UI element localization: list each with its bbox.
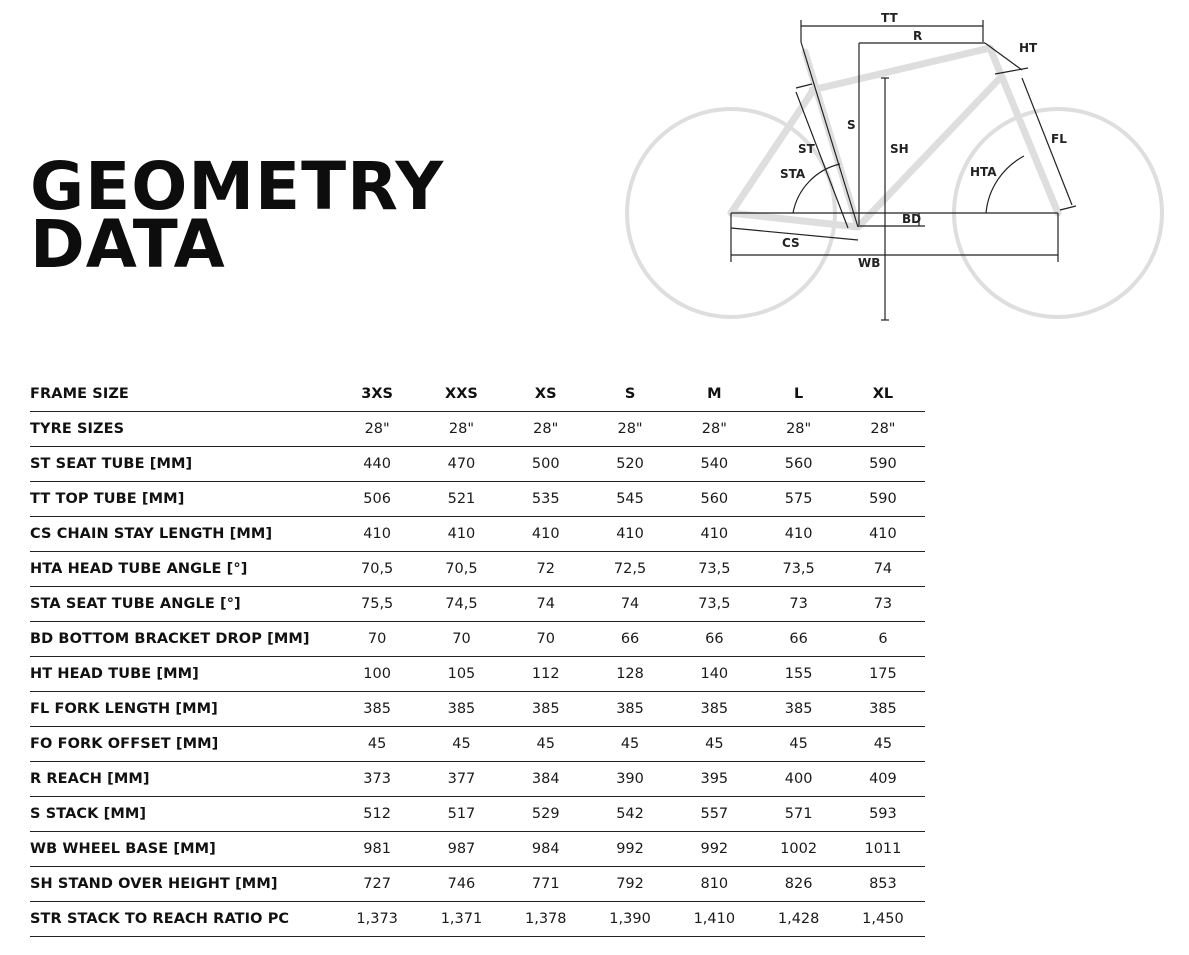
label-r: R [913,29,923,43]
table-cell: 981 [335,832,419,867]
label-s: S [847,118,856,132]
table-cell: 72,5 [588,552,672,587]
table-cell: 992 [588,832,672,867]
table-cell: 112 [504,657,588,692]
table-cell: 410 [419,517,503,552]
row-label: SH STAND OVER HEIGHT [MM] [30,867,335,902]
table-cell: 385 [335,692,419,727]
table-row [30,762,925,797]
table-row [30,832,925,867]
row-label: WB WHEEL BASE [MM] [30,832,335,867]
table-cell: 746 [419,867,503,902]
table-cell: 470 [419,447,503,482]
table-header-row [30,377,925,412]
table-cell: 590 [841,482,925,517]
table-cell: 45 [419,727,503,762]
table-cell: 66 [672,622,756,657]
table-cell: 73,5 [756,552,840,587]
table-cell: 1,450 [841,902,925,937]
row-label: ST SEAT TUBE [MM] [30,447,335,482]
table-cell: 535 [504,482,588,517]
table-cell: 28" [841,412,925,447]
table-cell: 506 [335,482,419,517]
table-row [30,657,925,692]
table-cell: 571 [756,797,840,832]
table-cell: 155 [756,657,840,692]
diagram-labels [780,11,1067,270]
table-cell: 74 [504,587,588,622]
table-cell: 66 [756,622,840,657]
table-cell: 545 [588,482,672,517]
table-cell: 73 [756,587,840,622]
label-hta: HTA [970,165,997,179]
table-cell: 390 [588,762,672,797]
table-cell: 140 [672,657,756,692]
table-cell: 72 [504,552,588,587]
table-cell: 395 [672,762,756,797]
table-cell: 1,390 [588,902,672,937]
table-cell: 517 [419,797,503,832]
table-cell: 45 [335,727,419,762]
table-cell: 1,428 [756,902,840,937]
table-cell: 70 [419,622,503,657]
table-cell: 410 [335,517,419,552]
page-title [30,148,445,283]
table-row [30,517,925,552]
table-cell: 1011 [841,832,925,867]
row-label: FO FORK OFFSET [MM] [30,727,335,762]
table-cell: 74 [841,552,925,587]
row-label: BD BOTTOM BRACKET DROP [MM] [30,622,335,657]
header-size: XL [841,377,925,412]
table-row [30,727,925,762]
table-cell: 1002 [756,832,840,867]
table-cell: 100 [335,657,419,692]
row-label: FL FORK LENGTH [MM] [30,692,335,727]
table-cell: 45 [588,727,672,762]
table-cell: 410 [841,517,925,552]
row-label: TT TOP TUBE [MM] [30,482,335,517]
table-cell: 384 [504,762,588,797]
table-cell: 771 [504,867,588,902]
label-st: ST [798,142,815,156]
table-cell: 992 [672,832,756,867]
label-sh: SH [890,142,909,156]
table-cell: 1,378 [504,902,588,937]
table-cell: 727 [335,867,419,902]
header-size: M [672,377,756,412]
row-label: HTA HEAD TUBE ANGLE [°] [30,552,335,587]
table-cell: 512 [335,797,419,832]
table-row [30,797,925,832]
table-row [30,692,925,727]
table-cell: 1,373 [335,902,419,937]
header-size: XXS [419,377,503,412]
table-cell: 70 [504,622,588,657]
table-cell: 1,371 [419,902,503,937]
table-cell: 500 [504,447,588,482]
table-row [30,902,925,937]
table-cell: 575 [756,482,840,517]
table-row [30,482,925,517]
table-cell: 70 [335,622,419,657]
table-cell: 28" [756,412,840,447]
table-row [30,552,925,587]
table-cell: 28" [672,412,756,447]
table-cell: 853 [841,867,925,902]
header-size: XS [504,377,588,412]
table-cell: 410 [588,517,672,552]
bike-geometry-diagram [620,0,1189,330]
table-cell: 73,5 [672,587,756,622]
table-cell: 540 [672,447,756,482]
row-label: HT HEAD TUBE [MM] [30,657,335,692]
table-cell: 28" [504,412,588,447]
table-cell: 810 [672,867,756,902]
table-cell: 6 [841,622,925,657]
title-line-1: GEOMETRY [30,148,445,225]
table-cell: 984 [504,832,588,867]
table-cell: 792 [588,867,672,902]
table-row [30,447,925,482]
table-cell: 128 [588,657,672,692]
label-tt: TT [881,11,898,25]
table-cell: 410 [672,517,756,552]
table-row [30,867,925,902]
label-bd: BD [902,212,922,226]
row-label: S STACK [MM] [30,797,335,832]
geometry-table [30,377,925,937]
header-size: S [588,377,672,412]
table-cell: 45 [672,727,756,762]
table-cell: 440 [335,447,419,482]
table-cell: 400 [756,762,840,797]
table-cell: 105 [419,657,503,692]
table-cell: 385 [841,692,925,727]
row-label: TYRE SIZES [30,412,335,447]
table-cell: 28" [419,412,503,447]
table-cell: 74 [588,587,672,622]
table-cell: 542 [588,797,672,832]
row-label: STA SEAT TUBE ANGLE [°] [30,587,335,622]
title-line-2: DATA [30,206,226,283]
table-cell: 529 [504,797,588,832]
row-label: CS CHAIN STAY LENGTH [MM] [30,517,335,552]
row-label: R REACH [MM] [30,762,335,797]
table-cell: 520 [588,447,672,482]
table-cell: 73,5 [672,552,756,587]
table-cell: 557 [672,797,756,832]
table-row [30,622,925,657]
table-cell: 73 [841,587,925,622]
table-cell: 521 [419,482,503,517]
table-cell: 410 [756,517,840,552]
label-fl: FL [1051,132,1067,146]
table-cell: 560 [756,447,840,482]
table-cell: 987 [419,832,503,867]
table-row [30,587,925,622]
row-label: STR STACK TO REACH RATIO PC [30,902,335,937]
table-cell: 1,410 [672,902,756,937]
table-cell: 593 [841,797,925,832]
label-ht: HT [1019,41,1038,55]
table-cell: 385 [419,692,503,727]
table-cell: 75,5 [335,587,419,622]
header-frame-size: FRAME SIZE [30,377,335,412]
table-cell: 66 [588,622,672,657]
table-cell: 28" [588,412,672,447]
table-cell: 377 [419,762,503,797]
label-cs: CS [782,236,800,250]
table-cell: 385 [756,692,840,727]
table-cell: 409 [841,762,925,797]
table-cell: 70,5 [335,552,419,587]
label-sta: STA [780,167,806,181]
label-wb: WB [858,256,881,270]
table-cell: 28" [335,412,419,447]
table-cell: 175 [841,657,925,692]
table-cell: 826 [756,867,840,902]
header-size: L [756,377,840,412]
table-cell: 70,5 [419,552,503,587]
table-cell: 560 [672,482,756,517]
table-cell: 45 [841,727,925,762]
table-cell: 385 [588,692,672,727]
table-cell: 410 [504,517,588,552]
table-cell: 590 [841,447,925,482]
table-row [30,412,925,447]
table-cell: 385 [672,692,756,727]
header-size: 3XS [335,377,419,412]
table-cell: 74,5 [419,587,503,622]
table-cell: 45 [756,727,840,762]
table-cell: 385 [504,692,588,727]
table-cell: 45 [504,727,588,762]
bike-frame [731,48,1058,227]
table-cell: 373 [335,762,419,797]
